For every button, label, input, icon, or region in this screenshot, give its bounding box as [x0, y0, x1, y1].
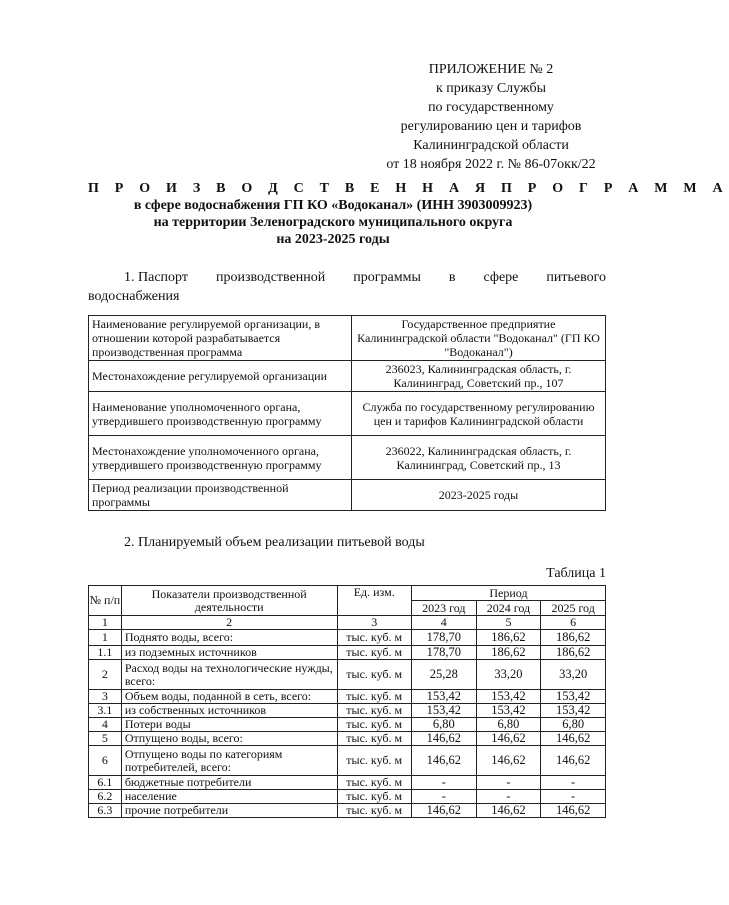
row-number: 6	[89, 746, 122, 776]
row-number: 3	[89, 690, 122, 704]
row-value-2024: 6,80	[476, 718, 541, 732]
table-row	[89, 361, 606, 392]
header-indicator: Показатели производственной деятельности	[121, 586, 337, 616]
title-line: на 2023-2025 годы	[276, 232, 390, 247]
appendix-line: от 18 ноября 2022 г. № 86-07окк/22	[386, 157, 596, 172]
header-unit: Ед. изм.	[337, 586, 411, 616]
column-number: 4	[411, 616, 476, 630]
appendix-line: Калининградской области	[413, 138, 569, 153]
table-row	[89, 480, 606, 511]
row-value-2023: 153,42	[411, 690, 476, 704]
row-number: 5	[89, 732, 122, 746]
section-1-word: программы	[353, 270, 421, 285]
row-value-2025: 146,62	[541, 746, 606, 776]
title-heading: П Р О И З В О Д С Т В Е Н Н А Я П Р О Г Р А М М А	[88, 181, 729, 196]
row-value-2023: -	[411, 776, 476, 790]
table-row	[89, 646, 606, 660]
section-1-word: водоснабжения	[88, 289, 180, 304]
row-indicator: из подземных источников	[121, 646, 337, 660]
row-value-2024: -	[476, 790, 541, 804]
row-unit: тыс. куб. м	[337, 646, 411, 660]
row-value-2025: 146,62	[541, 804, 606, 818]
column-number: 6	[541, 616, 606, 630]
appendix-line: ПРИЛОЖЕНИЕ № 2	[428, 62, 554, 77]
row-number: 6.3	[89, 804, 122, 818]
passport-label: Наименование уполномоченного органа, утвердившего производственную программу	[89, 392, 352, 436]
passport-label: Наименование регулируемой организации, в отношении которой разрабатывается производственная программа	[89, 316, 352, 361]
table-row	[89, 704, 606, 718]
row-unit: тыс. куб. м	[337, 776, 411, 790]
row-value-2024: 146,62	[476, 732, 541, 746]
row-value-2025: 186,62	[541, 630, 606, 646]
row-indicator: Объем воды, поданной в сеть, всего:	[121, 690, 337, 704]
row-unit: тыс. куб. м	[337, 704, 411, 718]
passport-value: 2023-2025 годы	[352, 480, 606, 511]
section-1-heading	[88, 268, 606, 306]
row-value-2024: 153,42	[476, 690, 541, 704]
table-row	[89, 718, 606, 732]
table-number-label: Таблица 1	[546, 566, 606, 581]
column-number: 2	[121, 616, 337, 630]
row-indicator: бюджетные потребители	[121, 776, 337, 790]
section-1-word: питьевого	[546, 270, 606, 285]
table-row	[89, 630, 606, 646]
volume-table	[88, 585, 606, 818]
row-value-2024: -	[476, 776, 541, 790]
table-row	[89, 804, 606, 818]
appendix-line: регулированию цен и тарифов	[400, 119, 582, 134]
section-2-heading: 2. Планируемый объем реализации питьевой воды	[124, 535, 425, 550]
appendix-line: по государственному	[428, 100, 554, 115]
row-value-2025: 146,62	[541, 732, 606, 746]
table-row	[89, 660, 606, 690]
row-number: 3.1	[89, 704, 122, 718]
header-period: Период	[411, 586, 605, 601]
passport-value: 236023, Калининградская область, г. Калининград, Советский пр., 107	[352, 361, 606, 392]
header-num: № п/п	[89, 586, 122, 616]
row-number: 1.1	[89, 646, 122, 660]
header-year: 2025 год	[541, 601, 606, 616]
row-value-2025: 186,62	[541, 646, 606, 660]
row-value-2023: 178,70	[411, 630, 476, 646]
row-value-2023: 146,62	[411, 804, 476, 818]
row-indicator: Потери воды	[121, 718, 337, 732]
passport-value: Служба по государственному регулированию цен и тарифов Калининградской области	[352, 392, 606, 436]
table-row	[89, 732, 606, 746]
row-unit: тыс. куб. м	[337, 718, 411, 732]
title-line: в сфере водоснабжения ГП КО «Водоканал» (ИНН 3903009923)	[133, 198, 533, 213]
row-value-2023: 6,80	[411, 718, 476, 732]
row-indicator: Поднято воды, всего:	[121, 630, 337, 646]
table-row	[89, 690, 606, 704]
document-title	[88, 180, 729, 248]
row-indicator: прочие потребители	[121, 804, 337, 818]
row-indicator: Отпущено воды, всего:	[121, 732, 337, 746]
row-unit: тыс. куб. м	[337, 790, 411, 804]
section-1-word: сфере	[483, 270, 519, 285]
table-header-row	[89, 586, 606, 601]
passport-label: Местонахождение регулируемой организации	[89, 361, 352, 392]
table-row	[89, 746, 606, 776]
row-indicator: Отпущено воды по категориям потребителей, всего:	[121, 746, 337, 776]
row-number: 4	[89, 718, 122, 732]
passport-value: 236022, Калининградская область, г. Калининград, Советский пр., 13	[352, 436, 606, 480]
appendix-line: к приказу Службы	[436, 81, 546, 96]
header-year: 2024 год	[476, 601, 541, 616]
header-year: 2023 год	[411, 601, 476, 616]
passport-value: Государственное предприятие Калининградской области "Водоканал" (ГП КО "Водоканал")	[352, 316, 606, 361]
row-value-2023: 153,42	[411, 704, 476, 718]
row-value-2025: 153,42	[541, 704, 606, 718]
row-value-2024: 186,62	[476, 630, 541, 646]
appendix-block	[360, 60, 622, 174]
row-value-2023: 146,62	[411, 746, 476, 776]
row-value-2024: 33,20	[476, 660, 541, 690]
column-number: 1	[89, 616, 122, 630]
row-number: 6.2	[89, 790, 122, 804]
row-unit: тыс. куб. м	[337, 732, 411, 746]
table-row	[89, 436, 606, 480]
row-number: 1	[89, 630, 122, 646]
row-indicator: Расход воды на технологические нужды, всего:	[121, 660, 337, 690]
row-value-2023: 146,62	[411, 732, 476, 746]
passport-label: Период реализации производственной программы	[89, 480, 352, 511]
table-row	[89, 316, 606, 361]
title-line: на территории Зеленоградского муниципального округа	[153, 215, 513, 230]
row-unit: тыс. куб. м	[337, 804, 411, 818]
passport-table	[88, 315, 606, 511]
row-indicator: из собственных источников	[121, 704, 337, 718]
row-indicator: население	[121, 790, 337, 804]
passport-label: Местонахождение уполномоченного органа, утвердившего производственную программу	[89, 436, 352, 480]
row-value-2025: 33,20	[541, 660, 606, 690]
row-value-2023: 25,28	[411, 660, 476, 690]
row-value-2024: 146,62	[476, 804, 541, 818]
row-value-2025: 153,42	[541, 690, 606, 704]
table-row	[89, 392, 606, 436]
column-number: 3	[337, 616, 411, 630]
section-1-word: производственной	[215, 270, 326, 285]
row-value-2024: 146,62	[476, 746, 541, 776]
row-unit: тыс. куб. м	[337, 746, 411, 776]
section-1-word: 1. Паспорт	[124, 270, 188, 285]
row-number: 6.1	[89, 776, 122, 790]
row-unit: тыс. куб. м	[337, 630, 411, 646]
row-value-2024: 186,62	[476, 646, 541, 660]
row-value-2023: 178,70	[411, 646, 476, 660]
row-unit: тыс. куб. м	[337, 690, 411, 704]
row-value-2024: 153,42	[476, 704, 541, 718]
column-number-row	[89, 616, 606, 630]
row-value-2025: 6,80	[541, 718, 606, 732]
row-value-2025: -	[541, 776, 606, 790]
row-number: 2	[89, 660, 122, 690]
table-row	[89, 776, 606, 790]
table-row	[89, 790, 606, 804]
row-value-2025: -	[541, 790, 606, 804]
column-number: 5	[476, 616, 541, 630]
section-1-word: в	[448, 270, 456, 285]
row-unit: тыс. куб. м	[337, 660, 411, 690]
row-value-2023: -	[411, 790, 476, 804]
